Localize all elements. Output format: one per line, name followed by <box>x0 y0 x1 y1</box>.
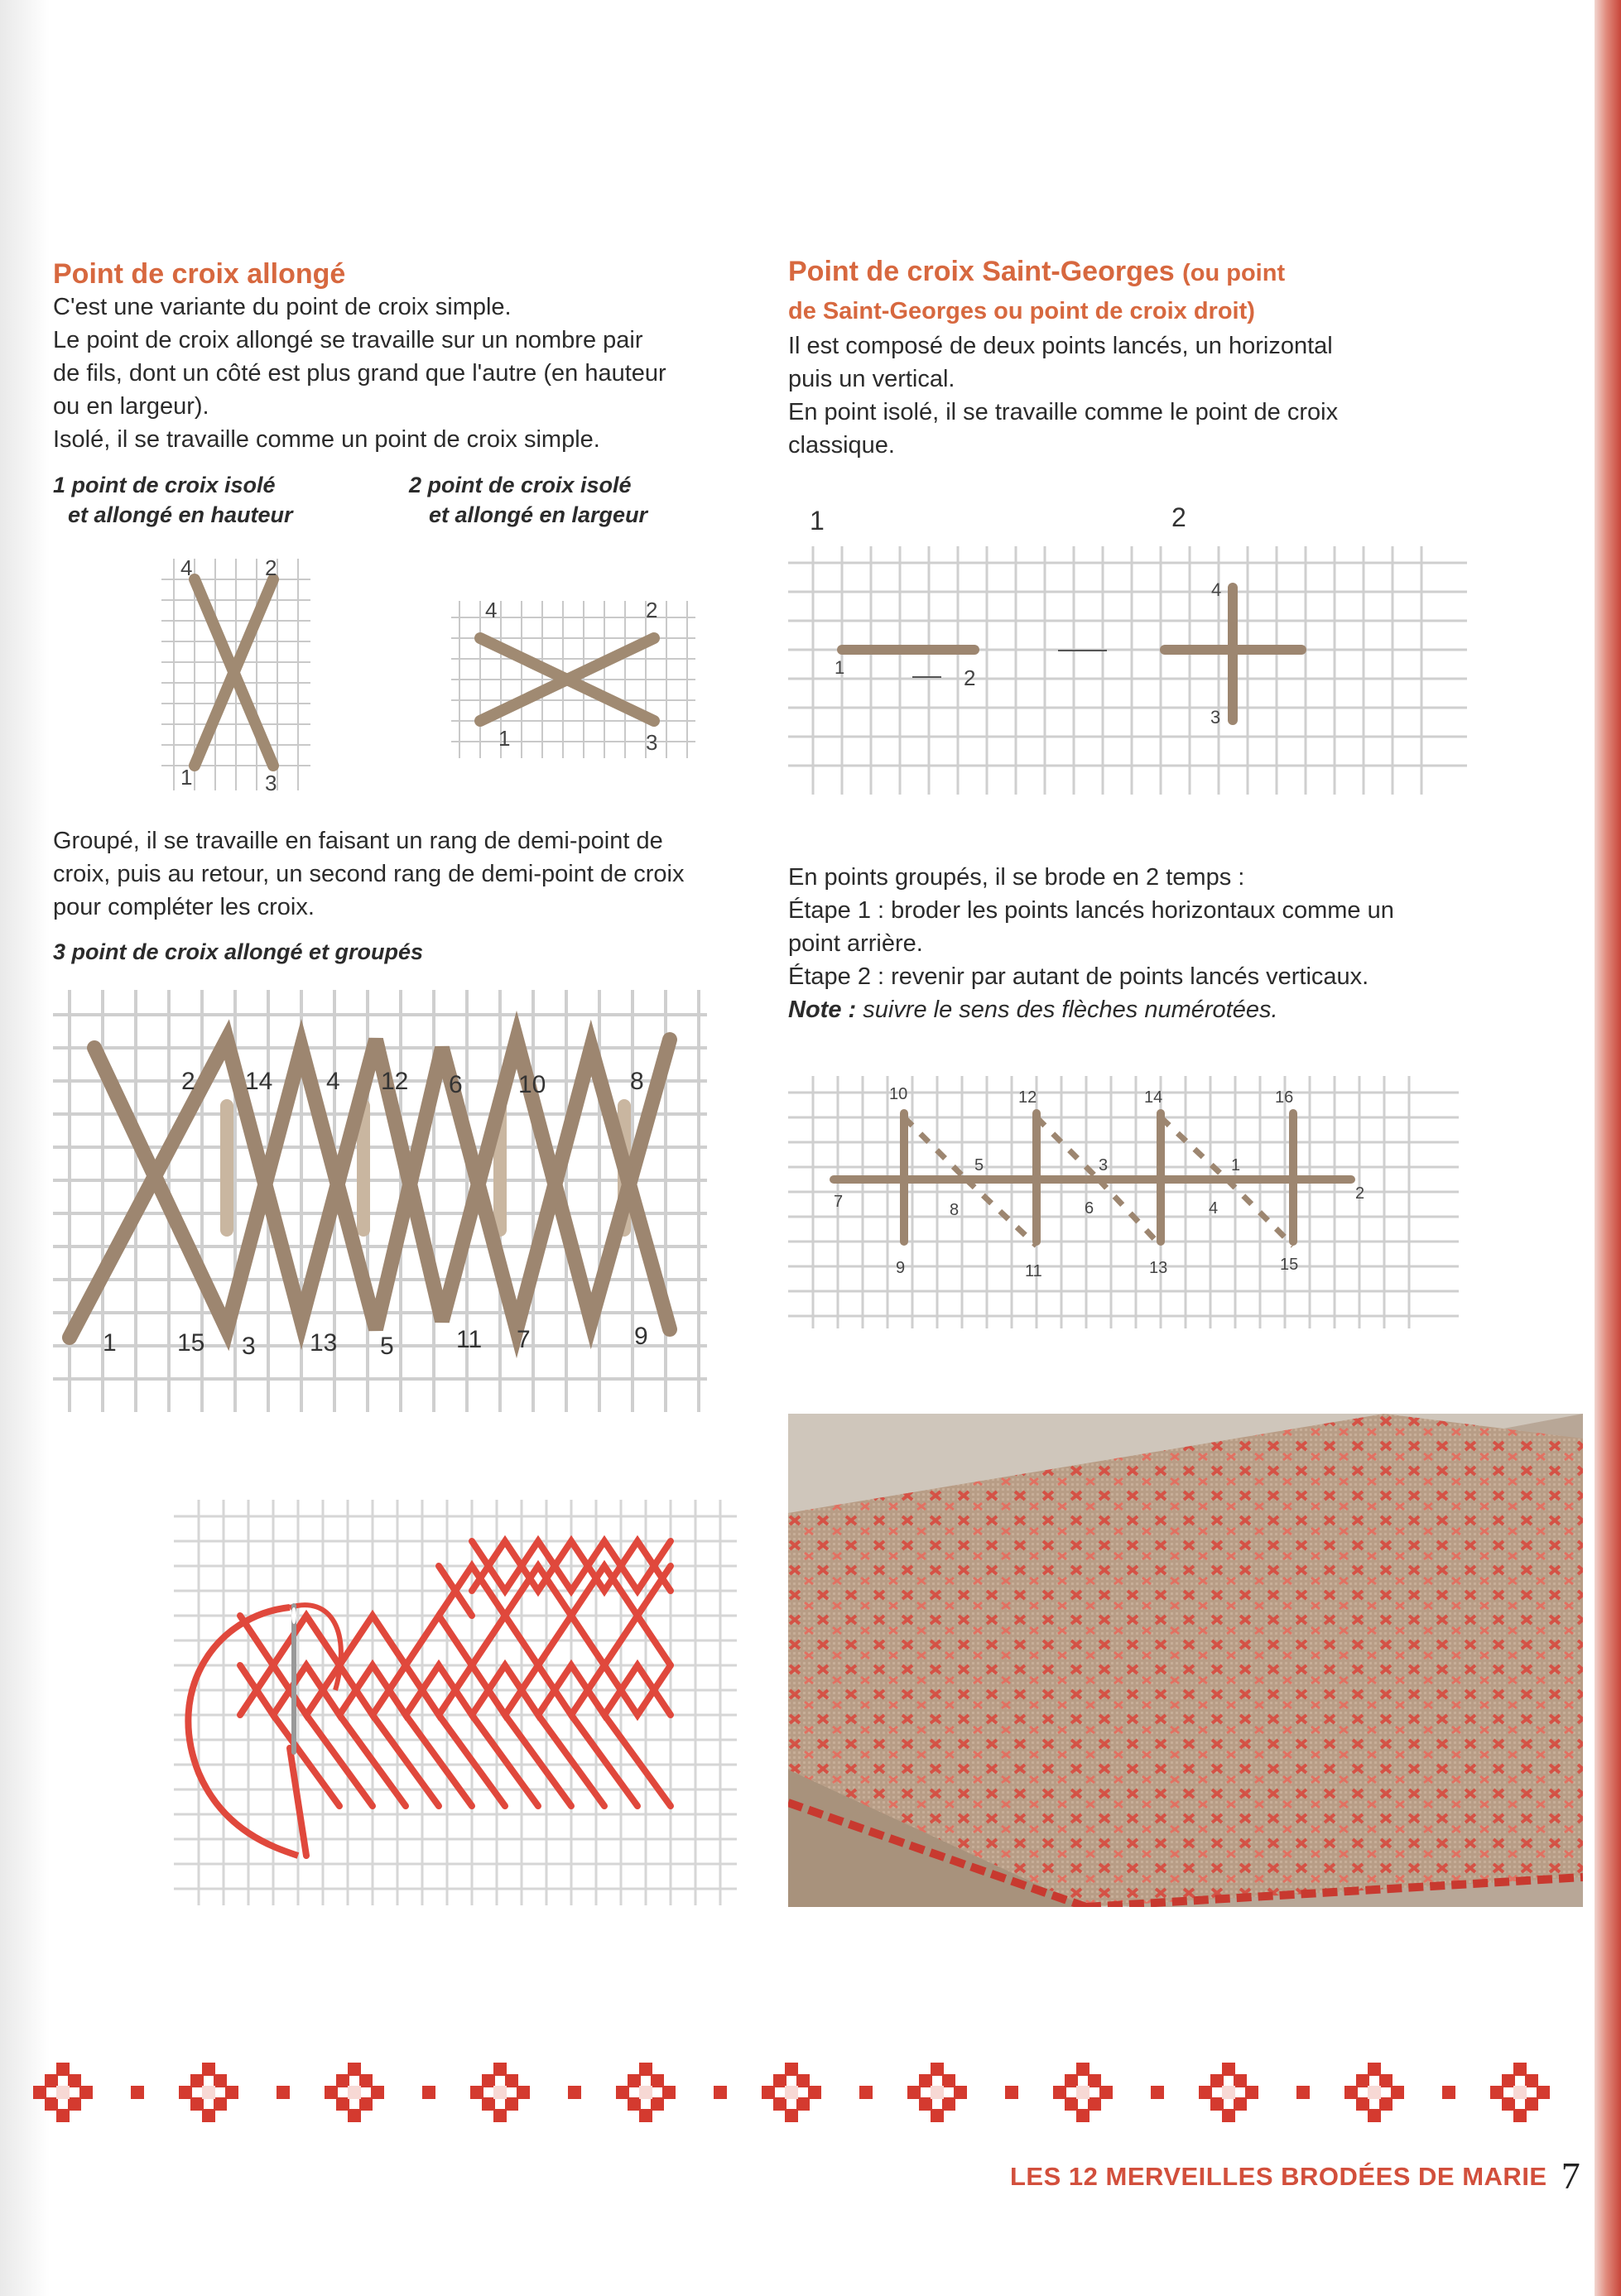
stitch-number: 1 <box>835 657 845 678</box>
needle-eye <box>291 1607 296 1624</box>
right-intro-line: En point isolé, il se travaille comme le point de croix <box>788 399 1339 425</box>
stitch-number: 9 <box>896 1259 906 1277</box>
stitch-number: 10 <box>889 1085 908 1103</box>
grid <box>788 546 1467 795</box>
stitch-number: 4 <box>180 555 193 580</box>
stitch-number: 2 <box>964 665 976 690</box>
title-paren: de Saint-Georges ou point de croix droit) <box>788 298 1255 324</box>
left-section <box>53 258 748 456</box>
figure-5-saint-georges-grouped <box>788 1068 1467 1333</box>
right-section <box>788 253 1517 462</box>
stitch-number: 5 <box>974 1156 984 1174</box>
stitch-number: 4 <box>1211 579 1222 600</box>
right-intro-line: classique. <box>788 432 895 459</box>
stitch-number: 2 <box>646 598 658 622</box>
page-number: 7 <box>1561 2154 1581 2197</box>
stitch-number: 16 <box>1275 1088 1294 1107</box>
stitch-number: 13 <box>310 1329 338 1357</box>
stitch-number: 14 <box>245 1068 273 1095</box>
note-text: suivre le sens des flèches numérotées. <box>863 997 1278 1023</box>
stitch-number: 7 <box>834 1193 844 1211</box>
left-intro-line: de fils, dont un côté est plus grand que l'autre (en hauteur <box>53 360 666 387</box>
stitch-number: 9 <box>634 1323 648 1350</box>
figure-3-grouped-long-cross <box>53 990 715 1412</box>
stitch-number: 15 <box>1280 1256 1299 1274</box>
grouped-section <box>53 824 765 967</box>
left-intro-line: C'est une variante du point de croix simple. <box>53 294 512 320</box>
stitch-number: 1 <box>180 765 193 790</box>
right-intro-line: puis un vertical. <box>788 366 955 392</box>
grouped-text-line: croix, puis au retour, un second rang de demi-point de croix <box>53 861 685 887</box>
step-line: En points groupés, il se brode en 2 temps : <box>788 864 1245 891</box>
figure-2-wide-cross <box>447 593 704 766</box>
stitch-number: 1 <box>1231 1156 1241 1174</box>
caption-1-line: 1 point de croix isolé <box>53 473 276 497</box>
steps-section <box>788 861 1517 1026</box>
stitch-number: 8 <box>630 1068 644 1095</box>
stitch-number: 2 <box>181 1068 195 1095</box>
caption-2 <box>409 470 707 530</box>
caption-3: 3 point de croix allongé et groupés <box>53 939 424 964</box>
stitch-number: 3 <box>242 1333 256 1360</box>
stitch-number: 3 <box>1210 707 1221 728</box>
left-intro-line: Isolé, il se travaille comme un point de croix simple. <box>53 426 600 453</box>
stitch-number: 2 <box>265 555 277 580</box>
note-label: Note : <box>788 997 857 1023</box>
figure-red-needle-demo <box>166 1500 745 1914</box>
step-line: Étape 1 : broder les points lancés horizontaux comme un <box>788 897 1394 924</box>
figure-1-tall-cross <box>157 546 323 795</box>
left-intro-line: ou en largeur). <box>53 393 209 420</box>
step-line: point arrière. <box>788 930 923 957</box>
stitch-number: 15 <box>177 1329 205 1357</box>
stitch-number: 1 <box>498 726 511 751</box>
figure-label: 1 <box>810 506 825 536</box>
caption-2-line: et allongé en largeur <box>429 502 648 527</box>
grouped-text-line: pour compléter les croix. <box>53 894 315 920</box>
decorative-border <box>0 2058 1573 2127</box>
stitch-number: 13 <box>1149 1259 1168 1277</box>
stitch-number: 3 <box>646 730 658 755</box>
note-line <box>788 993 1517 1026</box>
left-intro-line: Le point de croix allongé se travaille sur un nombre pair <box>53 327 643 353</box>
stitch-number: 6 <box>449 1071 463 1098</box>
figure-label: 2 <box>1171 502 1186 532</box>
embroidery-photo-illustration <box>788 1414 1583 1907</box>
stitch-number: 1 <box>103 1329 117 1357</box>
page-footer <box>1010 2150 1581 2197</box>
stitch-number: 3 <box>265 771 277 795</box>
caption-2-line: 2 point de croix isolé <box>409 473 632 497</box>
red-stitches <box>240 1541 671 1856</box>
stitch-number: 2 <box>1355 1184 1365 1203</box>
stitch-number: 6 <box>1085 1199 1094 1218</box>
embroidery-photo <box>788 1414 1583 1907</box>
stitch-number: 12 <box>1018 1088 1037 1107</box>
stitch-number: 8 <box>950 1201 960 1219</box>
caption-1 <box>53 470 326 530</box>
stitch-number: 10 <box>518 1071 546 1098</box>
stitch-number: 11 <box>1025 1262 1042 1280</box>
page-gutter <box>0 0 50 2296</box>
stitch-number: 5 <box>380 1333 394 1360</box>
caption-1-line: et allongé en hauteur <box>68 502 293 527</box>
stitch-number: 14 <box>1144 1088 1163 1107</box>
title-paren: (ou point <box>1182 260 1286 286</box>
stitch-number: 3 <box>1099 1156 1109 1174</box>
left-section-title: Point de croix allongé <box>53 258 346 290</box>
stitch-number: 4 <box>485 598 498 622</box>
step-line: Étape 2 : revenir par autant de points lancés verticaux. <box>788 963 1369 990</box>
right-intro-line: Il est composé de deux points lancés, un horizontal <box>788 333 1333 359</box>
figure-4-saint-georges-single <box>788 497 1475 795</box>
stitch-number: 4 <box>326 1068 340 1095</box>
title-main: Point de croix Saint-Georges <box>788 256 1175 287</box>
stitch-number: 7 <box>517 1326 531 1353</box>
right-section-title <box>788 253 1517 329</box>
stitch-number: 12 <box>381 1068 409 1095</box>
footer-title: LES 12 MERVEILLES BRODÉES DE MARIE <box>1010 2162 1547 2191</box>
stitch-number: 11 <box>456 1326 483 1353</box>
page-spine-edge <box>1595 0 1621 2296</box>
stitch-number: 4 <box>1209 1199 1219 1218</box>
grouped-text-line: Groupé, il se travaille en faisant un rang de demi-point de <box>53 828 663 854</box>
